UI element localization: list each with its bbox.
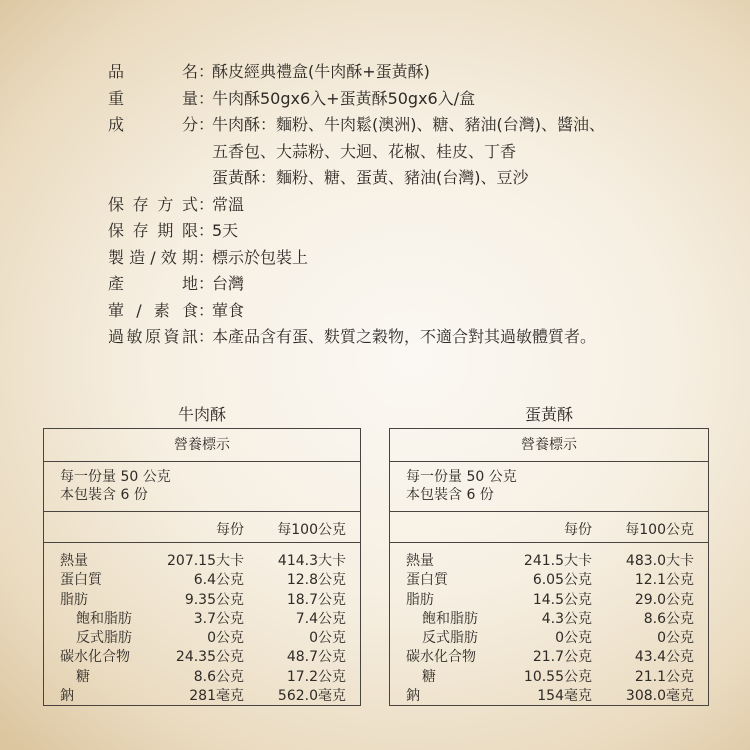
ingredients-yolk-line: 蛋黃酥：麵粉、糖、蛋黃、豬油(台灣)、豆沙 [212,168,529,187]
info-row-shelf-life: 保 存 期 限 ： 5天 [108,218,605,245]
table-row: 糖 8.6公克 17.2公克 [76,668,346,685]
info-label: 製 造 / 效 期 [108,247,198,267]
info-label: 品 名 [108,62,198,81]
servings-per-package: 本包裝含 6 份 [60,487,148,503]
beef-nutrition-table [43,428,361,706]
info-value: 葷食 [212,300,245,320]
info-row-product-name: 品 名 ： 酥皮經典禮盒(牛肉酥+蛋黃酥) [108,59,605,86]
nutrition-rows [44,543,360,706]
table-row: 反式脂肪 0公克 0公克 [422,630,694,647]
table-row: 熱量 207.15大卡 414.3大卡 [60,553,346,569]
info-row-diet-type: 葷 / 素 食 ： 葷食 [108,298,605,325]
info-value: 台灣 [212,274,245,293]
column-headers [44,512,360,543]
info-row-storage: 保 存 方 式 ： 常溫 [108,192,605,219]
beef-panel-title: 牛肉酥 [177,405,226,424]
info-value: 酥皮經典禮盒(牛肉酥+蛋黃酥) [212,62,430,81]
info-label: 過 敏 原 資 訊 [108,327,198,346]
ingredients-continuation: 五香包、大蒜粉、大迴、花椒、桂皮、丁香 [212,141,517,161]
table-row: 蛋白質 6.05公克 12.1公克 [406,572,694,589]
table-row: 脂肪 9.35公克 18.7公克 [60,591,346,608]
table-row: 反式脂肪 0公克 0公克 [76,630,346,647]
column-headers [390,512,708,543]
info-label: 重 量 [108,88,198,108]
table-row: 熱量 241.5大卡 483.0大卡 [406,553,694,569]
serving-info [44,462,360,512]
servings-per-package: 本包裝含 6 份 [406,487,494,503]
info-row-origin: 產 地 ： 台灣 [108,271,605,298]
info-value: 牛肉酥50gx6入+蛋黃酥50gx6入/盒 [212,88,476,108]
info-row-ingredients: 成 分 ： 牛肉酥：麵粉、牛肉鬆(澳洲)、糖、豬油(台灣)、醬油、 [108,112,605,139]
nutrition-rows [390,543,708,706]
table-row: 飽和脂肪 3.7公克 7.4公克 [76,610,346,627]
table-row: 碳水化合物 21.7公克 43.4公克 [406,649,694,666]
table-row: 蛋白質 6.4公克 12.8公克 [60,572,346,589]
col-per-serving: 每份 [564,522,592,538]
serving-size: 每一份量 50 公克 [406,469,517,485]
table-row: 飽和脂肪 4.3公克 8.6公克 [422,610,694,627]
yolk-panel-title: 蛋黃酥 [524,405,573,424]
col-per-100g: 每100公克 [625,522,694,538]
info-label: 葷 / 素 食 [108,300,198,320]
info-label: 成 分 [108,115,198,134]
serving-size: 每一份量 50 公克 [60,469,171,485]
table-row: 脂肪 14.5公克 29.0公克 [406,591,694,608]
table-row: 鈉 281毫克 562.0毫克 [60,688,346,705]
product-info [108,59,605,351]
table-row: 糖 10.55公克 21.1公克 [422,668,694,685]
info-label: 保 存 期 限 [108,221,198,240]
info-row-weight: 重 量 ： 牛肉酥50gx6入+蛋黃酥50gx6入/盒 [108,86,605,113]
col-per-100g: 每100公克 [277,522,346,538]
info-value: 本產品含有蛋、麩質之穀物，不適合對其過敏體質者。 [212,327,597,346]
info-label: 保 存 方 式 [108,194,198,214]
table-row: 鈉 154毫克 308.0毫克 [406,688,694,705]
info-row-manufacture-expiry: 製 造 / 效 期 ： 標示於包裝上 [108,245,605,272]
yolk-nutrition-table [389,428,709,706]
info-value: 標示於包裝上 [212,247,309,267]
table-row: 碳水化合物 24.35公克 48.7公克 [60,649,346,666]
serving-info [390,462,708,512]
nutrition-header: 營養標示 [44,429,360,462]
info-row-allergen: 過 敏 原 資 訊 ： 本產品含有蛋、麩質之穀物，不適合對其過敏體質者。 [108,324,605,351]
info-value: 5天 [212,221,239,240]
nutrition-header: 營養標示 [390,429,708,462]
info-label: 產 地 [108,274,198,293]
col-per-serving: 每份 [216,522,244,538]
info-value: 常溫 [212,194,245,214]
info-value: 牛肉酥：麵粉、牛肉鬆(澳洲)、糖、豬油(台灣)、醬油、 [212,115,605,134]
